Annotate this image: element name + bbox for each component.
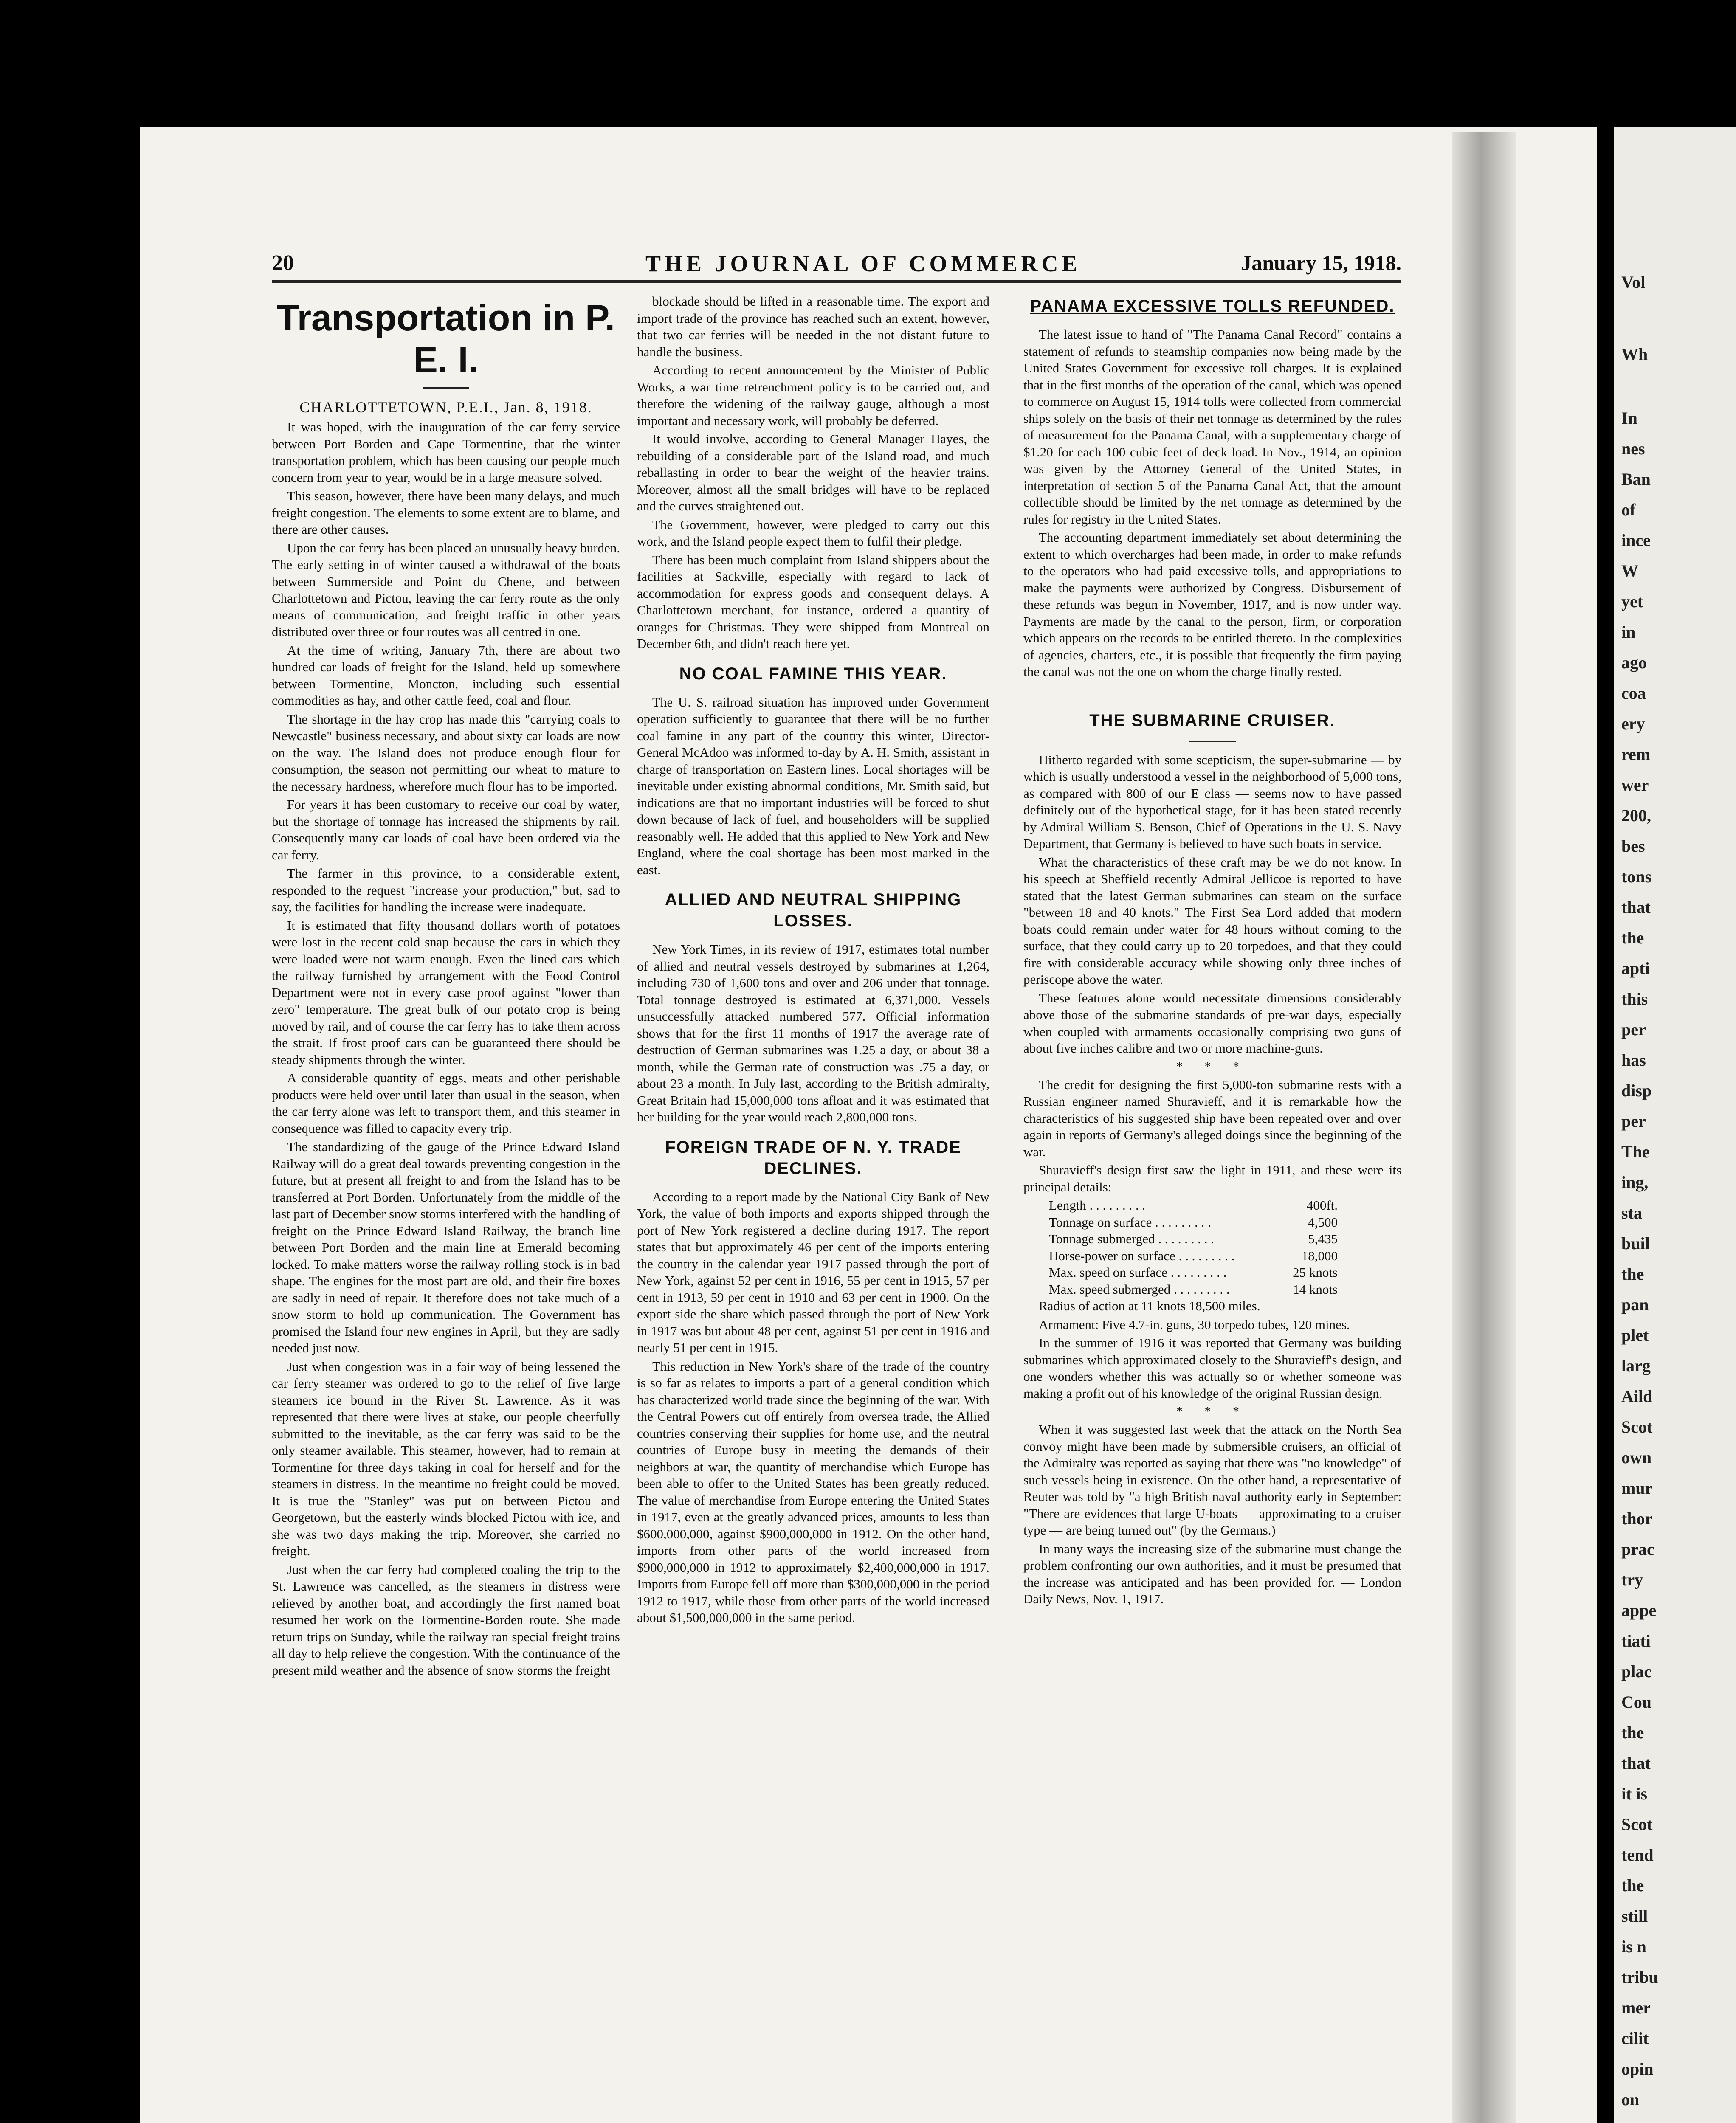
adjacent-fragment: apti — [1621, 959, 1650, 978]
adjacent-fragment: The — [1621, 1142, 1650, 1161]
spec-row — [1049, 1247, 1338, 1264]
spec-value: 400ft. — [1306, 1198, 1338, 1213]
adjacent-fragment: Ban — [1621, 470, 1651, 489]
paragraph: Hitherto regarded with some scepticism, the super-submarine — by which is usually understood a vessel in the neighborhood of 5,000 tons, as compared with 800 of our E class — seems now to have passed definitely out of the hypothetical stage, for it has been stated recently by Admiral William S. Benson, Chief of Operations in the U. S. Navy Department, that Germany is believed to have such boats in service. — [1023, 752, 1401, 851]
paragraph: What the characteristics of these craft may be we do not know. In his speech at Sheffield recently Admiral Jellicoe is reported to have stated that the latest German submarines can steam on the surface "between 18 and 40 knots." The First Sea Lord added that modern boats could remain under water for 48 hours without coming to the surface, that they could carry up to 20 torpedoes, and that they could fire with considerable accuracy while showing only three inches of periscope above the water. — [1023, 854, 1401, 987]
paragraph: According to a report made by the National City Bank of New York, the value of both imports and exports shipped through the port of New York registered a decline during 1917. The report states that but approximately 46 per cent of the imports entering the country in the calendar year 1917 passed through the port of New York, against 52 per cent in 1916, 55 per cent in 1915, 57 per cent in 1913, 59 per cent in 1910 and 63 per cent in 1900. On the export side the share which passed through the port of New York in 1917 was but about 48 per cent, against 51 per cent in 1916 and nearly 51 per cent in 1915. — [637, 1189, 989, 1355]
article-body-submarine-c — [1023, 1316, 1401, 1402]
section-stars: * * * — [1176, 1059, 1248, 1073]
adjacent-fragment: mur — [1621, 1478, 1653, 1498]
paragraph: Upon the car ferry has been placed an unusually heavy burden. The early setting in of winter caused a withdrawal of the boats between Summerside and Point du Chene, and between Charlottetown and Pictou, leaving the car ferry route as the only means of communication, and freight traffic in other years distributed over three or four routes was all centred in one. — [272, 540, 620, 639]
paragraph: This reduction in New York's share of the trade of the country is so far as relates to imports a part of a general condition which has characterized world trade since the beginning of the war. With the Central Powers cut off entirely from oversea trade, the Allied countries conserving their supplies for home use, and the neutral countries of Europe busy in meeting the demands of their neighbors at war, the quantity of merchandise which Europe has been able to offer to the United States has been greatly reduced. The value of merchandise from Europe entering the United States in 1917, even at the greatly advanced prices, amounts to less than $600,000,000, against $900,000,000 in 1912. On the other hand, imports from other parts of the world increased from $900,000,000 in 1912 to approximately $2,400,000,000 in 1917. Imports from Europe fell off more than $300,000,000 in the period 1912 to 1917, while those from other parts of the world increased about $1,500,000,000 in the same period. — [637, 1358, 989, 1625]
paragraph: At the time of writing, January 7th, there are about two hundred car loads of freight for the Island, held up somewhere between Tormentine, Moncton, including such essential commodities as hay, and other cattle feed, coal and flour. — [272, 642, 620, 708]
adjacent-fragment: plac — [1621, 1662, 1652, 1681]
adjacent-fragment: try — [1621, 1570, 1643, 1589]
page-fold-shadow — [1452, 132, 1516, 2123]
paragraph: The farmer in this province, to a considerable extent, responded to the request "increase your production," but, sad to say, the facilities for handling the increase were inadequate. — [272, 866, 620, 914]
dateline: CHARLOTTETOWN, P.E.I., Jan. 8, 1918. — [299, 399, 592, 416]
adjacent-fragment: mer — [1621, 1998, 1651, 2017]
paragraph: According to recent announcement by the Minister of Public Works, a war time retrenchment policy is to be carried out, and therefore the widening of the railway gauge, although a most important and necessary work, will probably be deferred. — [637, 363, 989, 428]
adjacent-fragment: this — [1621, 989, 1648, 1008]
adjacent-fragment: wer — [1621, 775, 1649, 794]
adjacent-fragment: tons — [1621, 867, 1652, 886]
paragraph: For years it has been customary to receive our coal by water, but the shortage of tonnage has increased the shipments by rail. Consequently many car loads of coal have been ordered via the car ferry. — [272, 797, 620, 862]
adjacent-fragment: thor — [1621, 1509, 1653, 1528]
adjacent-fragment: the — [1621, 1723, 1644, 1742]
headline-submarine-cruiser: THE SUBMARINE CRUISER. — [1089, 711, 1336, 730]
page-number: 20 — [272, 251, 294, 275]
adjacent-fragment: has — [1621, 1050, 1646, 1070]
headline-transportation-pei: Transportation in P. E. I. — [276, 298, 615, 380]
spec-label: Tonnage submerged . . . . . . . . . — [1049, 1231, 1214, 1246]
article-body-pei — [272, 419, 620, 1678]
adjacent-fragment: prac — [1621, 1540, 1654, 1559]
adjacent-fragment: on — [1621, 2090, 1640, 2109]
spec-label: Horse-power on surface . . . . . . . . . — [1049, 1248, 1235, 1263]
adjacent-fragment: tiati — [1621, 1631, 1651, 1650]
paragraph: The credit for designing the first 5,000-ton submarine rests with a Russian engineer named Shuravieff, and it is remarkable how the characteristics of his suggested ship have been repeated over and over again in reports of Germany's alleged doings since the beginning of the war. — [1023, 1077, 1401, 1159]
headline-rule — [423, 387, 469, 389]
adjacent-fragment: that — [1621, 1754, 1651, 1773]
adjacent-fragment: opin — [1621, 2059, 1654, 2078]
spec-value: 18,000 — [1301, 1248, 1338, 1263]
spec-row — [1049, 1230, 1338, 1247]
column-3 — [1023, 293, 1401, 1609]
adjacent-fragment: still — [1621, 1906, 1648, 1926]
spec-row — [1049, 1264, 1338, 1281]
adjacent-fragment: own — [1621, 1448, 1652, 1467]
adjacent-fragment: the — [1621, 1264, 1644, 1284]
adjacent-fragment: Vol — [1621, 273, 1646, 292]
article-body-submarine-b — [1023, 1076, 1401, 1196]
paragraph: A considerable quantity of eggs, meats and other perishable products were held over until later than usual in the season, when the car ferry alone was left to transport them, and this steamer in consequence was filled to capacity every trip. — [272, 1070, 620, 1136]
adjacent-fragment: per — [1621, 1112, 1646, 1131]
adjacent-fragment: of — [1621, 500, 1636, 519]
adjacent-fragment: pan — [1621, 1295, 1649, 1314]
article-body-trade — [637, 1188, 989, 1626]
adjacent-fragment: bes — [1621, 836, 1645, 856]
paragraph: It is estimated that fifty thousand dollars worth of potatoes were lost in the recent cold snap because the cars in which they were loaded were not warm enough. Even the lined cars which the railway furnished by arrangement with the Food Control Department were not in every case proof against "lower than zero" temperature. The great bulk of our potato crop is being moved by rail, and of course the car ferry has to take them across the strait. If frost proof cars can be guaranteed there should be steady shipments through the winter. — [272, 918, 620, 1067]
paragraph: These features alone would necessitate dimensions considerably above those of the submarine standards of pre-war days, especially when coupled with armaments occasionally comprising two guns of about five inches calibre and two or more machine-guns. — [1023, 990, 1401, 1056]
paragraph: This season, however, there have been many delays, and much freight congestion. The elements to some extent are to blame, and there are other causes. — [272, 488, 620, 537]
adjacent-fragment: cilit — [1621, 2029, 1649, 2048]
paragraph: Armament: Five 4.7-in. guns, 30 torpedo tubes, 120 mines. — [1039, 1317, 1350, 1332]
adjacent-fragment: ery — [1621, 714, 1645, 733]
paragraph: It would involve, according to General Manager Hayes, the rebuilding of a considerable part of the Island road, and much reballasting in order to bear the weight of the heavier trains. Moreover, almost all the small bridges will have to be replaced and the curves straightened out. — [637, 431, 989, 513]
adjacent-fragment: that — [1621, 898, 1651, 917]
article-body-shipping — [637, 941, 989, 1126]
adjacent-fragment: plet — [1621, 1326, 1649, 1345]
spec-label: Length . . . . . . . . . — [1049, 1198, 1146, 1213]
adjacent-fragment: Aild — [1621, 1387, 1653, 1406]
headline-panama-tolls: PANAMA EXCESSIVE TOLLS REFUNDED. — [1030, 297, 1395, 315]
article-body-submarine-d — [1023, 1421, 1401, 1608]
adjacent-fragment: tend — [1621, 1845, 1654, 1864]
headline-foreign-trade: FOREIGN TRADE OF N. Y. TRADE DECLINES. — [665, 1138, 961, 1178]
adjacent-fragment: Wh — [1621, 345, 1648, 364]
adjacent-fragment: rem — [1621, 745, 1651, 764]
adjacent-fragment: W — [1621, 561, 1638, 580]
spec-value: 5,435 — [1308, 1231, 1338, 1246]
spec-label: Max. speed on surface . . . . . . . . . — [1049, 1265, 1227, 1280]
radius-line: Radius of action at 11 knots 18,500 miles. — [1039, 1298, 1260, 1313]
section-stars: * * * — [1176, 1404, 1248, 1418]
column-2 — [637, 293, 989, 1628]
spec-row — [1049, 1214, 1338, 1231]
column-1 — [272, 293, 620, 1680]
paragraph: In the summer of 1916 it was reported that Germany was building submarines which approximated closely to the Shuravieff's design, and one wonders whether this was actually so or whether someone was making a profit out of his knowledge of the original Russian design. — [1023, 1335, 1401, 1401]
paragraph: The latest issue to hand of "The Panama Canal Record" contains a statement of refunds to steamship companies now being made by the United States Government for excessive toll charges. It is explained that in the first months of the operation of the canal, which was opened to commerce on August 15, 1914 tolls were collected from commercial ships solely on the basis of their net tonnage as determined by the rules of measurement for the Panama Canal, with a supplementary charge of $1.20 for each 100 cubic feet of deck load. In Nov., 1914, an opinion was given by the Attorney General of the United States, in interpretation of section 5 of the Panama Canal Act, that the amount collectible should be limited by the net tonnage as determined by the rules for registry in the United States. — [1023, 327, 1401, 527]
paragraph: There has been much complaint from Island shippers about the facilities at Sackville, especially with regard to lack of accommodation for express goods and consequent delays. A Charlottetown merchant, for instance, ordered a quantity of oranges for Christmas. They were shipped from Montreal on December 6th, and didn't reach here yet. — [637, 552, 989, 651]
spec-value: 25 knots — [1293, 1265, 1338, 1280]
adjacent-fragment: is n — [1621, 1937, 1646, 1956]
spec-value: 14 knots — [1293, 1281, 1338, 1297]
issue-date: January 15, 1918. — [1241, 251, 1401, 275]
spec-label: Max. speed submerged . . . . . . . . . — [1049, 1281, 1230, 1297]
paragraph: When it was suggested last week that the attack on the North Sea convoy might have been made by submersible cruisers, an official of the Admiralty was reported as saying that there was "no knowledge" of such vessels being in existence. On the other hand, a representative of Reuter was told by "a high British naval authority early in September: "There are evidences that large U-boats — approximating to a cruiser type — are being turned out" (by the Germans.) — [1023, 1422, 1401, 1537]
paragraph: Shuravieff's design first saw the light in 1911, and these were its principal details: — [1023, 1163, 1401, 1194]
paragraph: blockade should be lifted in a reasonable time. The export and import trade of the province has reached such an extent, however, that two car ferries will be needed in the not distant future to handle the business. — [637, 294, 989, 359]
spec-label: Tonnage on surface . . . . . . . . . — [1049, 1214, 1211, 1230]
paragraph: Just when congestion was in a fair way of being lessened the car ferry steamer was ordered to go to the relief of five large steamers ice bound in the River St. Lawrence. As it was represented that there were lives at stake, our people cheerfully submitted to the inevitable, as the car ferry was said to be the only steamer available. This steamer, however, had to remain at Tormentine for three days taking in coal for herself and for the steamers in distress. In the meantime no freight could be moved. It is true the "Stanley" was put on between Pictou and Georgetown, but the easterly winds blocked Pictou with ice, and she was two days making the trip. Moreover, she carried no freight. — [272, 1359, 620, 1558]
adjacent-fragment: the — [1621, 1876, 1644, 1895]
adjacent-fragment: tribu — [1621, 1968, 1658, 1987]
paragraph: The shortage in the hay crop has made this "carrying coals to Newcastle" business necessary, and about sixty car loads are now on the way. The Island does not produce enough flour for consumption, the season not permitting our wheat to mature to the necessary hardness, wherefore much flour has to be imported. — [272, 711, 620, 794]
adjacent-fragment: Scot — [1621, 1815, 1653, 1834]
adjacent-fragment: yet — [1621, 592, 1643, 611]
adjacent-fragment: ince — [1621, 531, 1651, 550]
submarine-specs-table — [1049, 1197, 1401, 1298]
publication-title: THE JOURNAL OF COMMERCE — [645, 251, 1081, 276]
adjacent-fragment: In — [1621, 408, 1637, 428]
spec-row — [1049, 1281, 1338, 1298]
adjacent-fragment: larg — [1621, 1356, 1651, 1375]
adjacent-fragment: it is — [1621, 1784, 1648, 1803]
adjacent-fragment: appe — [1621, 1601, 1657, 1620]
adjacent-fragment: buil — [1621, 1234, 1650, 1253]
adjacent-fragment: per — [1621, 1020, 1646, 1039]
adjacent-fragment: 200, — [1621, 806, 1651, 825]
spec-value: 4,500 — [1308, 1214, 1338, 1230]
paragraph: New York Times, in its review of 1917, estimates total number of allied and neutral vessels destroyed by submarines at 1,264, including 730 of 1,600 tons and over and 206 under that tonnage. Total tonnage destroyed is estimated at 6,371,000. Vessels unsuccessfully attacked numbered 577. Official information shows that for the first 11 months of 1917 the average rate of destruction of German submarines was 1.25 a day, or about 38 a month, while the German rate of construction was .75 a day, or about 23 a month. In July last, according to the British admiralty, Great Britain had 15,000,000 tons afloat and it was estimated that her building for the year would reach 2,800,000 tons. — [637, 942, 989, 1124]
header-rule — [272, 280, 1401, 283]
adjacent-fragment: Scot — [1621, 1417, 1653, 1436]
article-body-coal — [637, 694, 989, 878]
adjacent-fragment: sta — [1621, 1203, 1642, 1222]
article-body-pei-continued — [637, 293, 989, 652]
adjacent-fragment: nes — [1621, 439, 1645, 458]
adjacent-fragment: in — [1621, 622, 1636, 642]
adjacent-fragment: Cou — [1621, 1692, 1652, 1712]
headline-shipping-losses: ALLIED AND NEUTRAL SHIPPING LOSSES. — [665, 890, 962, 930]
paragraph: It was hoped, with the inauguration of the car ferry service between Port Borden and Cape Tormentine, that the winter transportation problem, which has been causing our people much concern from year to year, would be in a large measure solved. — [272, 420, 620, 485]
adjacent-fragment: ing, — [1621, 1173, 1649, 1192]
paragraph: The standardizing of the gauge of the Prince Edward Island Railway will do a great deal towards preventing congestion in the future, but at present all freight to and from the Island has to be transferred at Port Borden. Unfortunately from the middle of the last part of December snow storms interfered with the handling of freight on the Prince Edward Island Railway, the branch line between Port Borden and the main line at Emerald becoming locked. To make matters worse the railway rolling stock is in bad shape. The engines for the most part are old, and their fire boxes are sadly in need of repair. It therefore does not take much of a snow storm to hold up communication. The Government has promised the Island four new engines in April, but they are sadly needed just now. — [272, 1139, 620, 1355]
adjacent-fragment: ago — [1621, 653, 1647, 672]
paragraph: Just when the car ferry had completed coaling the trip to the St. Lawrence was cancelled, as the steamers in distress were relieved by another boat, and accordingly the first named boat resumed her work on the Tormentine-Borden route. She made return trips on Sunday, while the railway ran special freight trains all day to help relieve the congestion. With the continuance of the present mild weather and the absence of snow storms the freight — [272, 1562, 620, 1678]
paragraph: The U. S. railroad situation has improved under Government operation sufficiently to guarantee that there will be no further coal famine in any part of the country this winter, Director-General McAdoo was informed to-day by A. H. Smith, assistant in charge of transportation on Eastern lines. Local shortages will be inevitable under existing abnormal conditions, Mr. Smith said, but indications are that no important industries will be forced to shut down because of lack of fuel, and householders will be supplied reasonably well. He added that this applied to New York and New England, where the coal shortage has been most marked in the east. — [637, 694, 989, 877]
adjacent-fragment: coa — [1621, 684, 1646, 703]
adjacent-fragment: the — [1621, 928, 1644, 947]
spec-row — [1049, 1197, 1338, 1214]
paragraph: In many ways the increasing size of the submarine must change the problem confronting our own authorities, and it must be presumed that the increase was anticipated and has been provided for. — London Daily News, Nov. 1, 1917. — [1023, 1541, 1401, 1606]
paragraph: The accounting department immediately set about determining the extent to which overcharges had been made, in order to make refunds to the operators who had paid excessive tolls, and appropriations to make the payments were authorized by Congress. Disbursement of these refunds was begun in November, 1917, and is now under way. Payments are made by the canal to the person, firm, or corporation which appears on the records to be entitled thereto. In the complexities of agencies, charters, etc., it is possible that frequently the firm paying the canal was not the one on whom the charge finally rested. — [1023, 530, 1401, 679]
adjacent-fragment: disp — [1621, 1081, 1652, 1100]
article-body-submarine — [1023, 752, 1401, 1057]
adjacent-page-edge — [1614, 127, 1736, 2123]
article-body-panama — [1023, 326, 1401, 680]
paragraph: The Government, however, were pledged to carry out this work, and the Island people expect them to fulfil their pledge. — [637, 517, 989, 549]
headline-no-coal-famine: NO COAL FAMINE THIS YEAR. — [679, 664, 947, 683]
page-header — [272, 251, 1401, 276]
headline-rule — [1189, 741, 1236, 742]
